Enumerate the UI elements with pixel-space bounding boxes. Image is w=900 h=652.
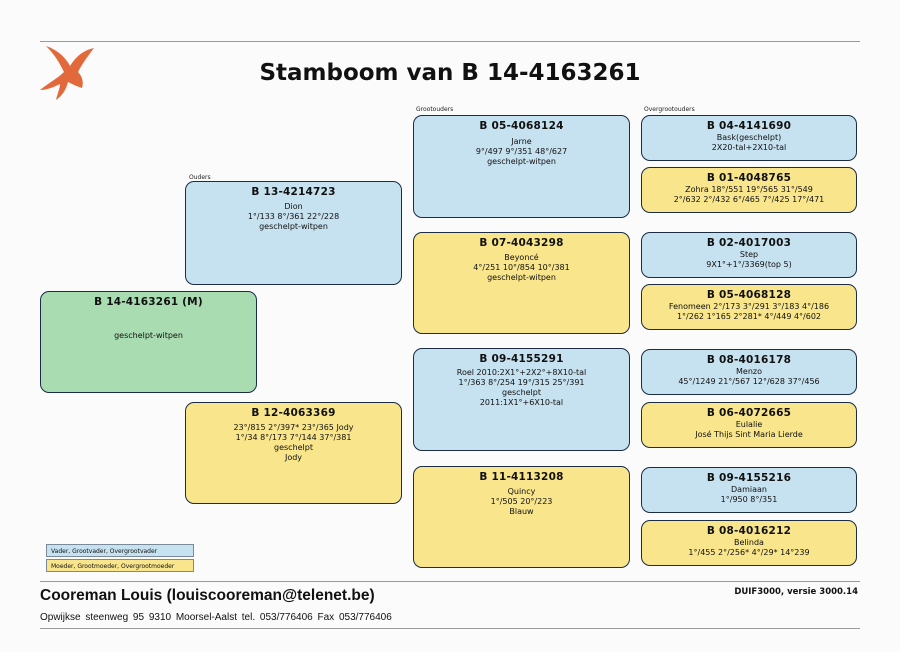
caption-greatgrandparents: Overgrootouders <box>644 106 695 113</box>
grandparent-name: Quincy <box>507 487 536 496</box>
greatgrandparent-line: 9X1°+1°/3369(top 5) <box>706 260 792 269</box>
greatgrandparent-card-1 <box>641 115 857 161</box>
grandparent-card-4 <box>413 466 630 568</box>
header-rule <box>40 41 860 42</box>
subject-ring-number: B 14-4163261 (M) <box>94 296 203 308</box>
bottom-rule <box>40 628 860 629</box>
greatgrandparent-line: Belinda <box>734 538 764 547</box>
grandparent-name: Jarne <box>511 137 532 146</box>
owner-name: Cooreman Louis (louiscooreman@telenet.be) <box>40 587 375 604</box>
grandparent-color-line: geschelpt-witpen <box>487 273 556 282</box>
greatgrandparent-card-4 <box>641 284 857 330</box>
mother-result-line: 23°/815 2°/397* 23°/365 Jody <box>233 423 354 432</box>
greatgrandparent-line: José Thijs Sint Maria Lierde <box>695 430 803 439</box>
grandparent-ring-number: B 05-4068124 <box>479 120 564 132</box>
greatgrandparent-line: Damiaan <box>731 485 767 494</box>
greatgrandparent-line: Eulalie <box>735 420 763 429</box>
grandparent-card-2 <box>413 232 630 334</box>
footer-rule <box>40 581 860 582</box>
grandparent-card-1 <box>413 115 630 218</box>
page-title: Stamboom van B 14-4163261 <box>259 60 641 86</box>
caption-grandparents: Grootouders <box>416 106 454 113</box>
father-result-line: 1°/133 8°/361 22°/228 <box>247 212 340 221</box>
mother-result-line: 1°/34 8°/173 7°/144 37°/381 <box>235 433 352 442</box>
greatgrandparent-ring-number: B 08-4016212 <box>706 525 792 537</box>
father-color-line: geschelpt-witpen <box>259 222 328 231</box>
greatgrandparent-line: Bask(geschelpt) <box>716 133 782 142</box>
greatgrandparent-line: 1°/455 2°/256* 4°/29* 14°239 <box>688 548 810 557</box>
grandparent-result-line: 4°/251 10°/854 10°/381 <box>473 263 570 272</box>
father-name: Dion <box>284 202 303 211</box>
subject-detail-line: geschelpt-witpen <box>114 331 183 340</box>
greatgrandparent-line: 2X20-tal+2X10-tal <box>711 143 787 152</box>
software-version: DUIF3000, versie 3000.14 <box>734 587 858 597</box>
greatgrandparent-line: Zohra 18°/551 19°/565 31°/549 <box>685 185 813 194</box>
greatgrandparent-line: Step <box>739 250 759 259</box>
grandparent-ring-number: B 11-4113208 <box>479 471 564 483</box>
greatgrandparent-line: 2°/632 2°/432 6°/465 7°/425 17°/471 <box>673 195 825 204</box>
greatgrandparent-line: Fenomeen 2°/173 3°/291 3°/183 4°/186 <box>668 302 830 311</box>
grandparent-result-line: 1°/505 20°/223 <box>490 497 553 506</box>
father-ring-number: B 13-4214723 <box>251 186 336 198</box>
grandparent-card-3 <box>413 348 630 451</box>
grandparent-color-line: Blauw <box>509 507 534 516</box>
greatgrandparent-card-7 <box>641 467 857 513</box>
greatgrandparent-line: Menzo <box>736 367 762 376</box>
grandparent-result-line: Roel 2010:2X1°+2X2°+8X10-tal <box>456 368 587 377</box>
subject-card <box>40 291 257 393</box>
grandparent-color-line: geschelpt <box>502 388 541 397</box>
grandparent-color-line: geschelpt-witpen <box>487 157 556 166</box>
greatgrandparent-ring-number: B 09-4155216 <box>706 472 792 484</box>
mother-ring-number: B 12-4063369 <box>251 407 336 419</box>
greatgrandparent-ring-number: B 01-4048765 <box>706 172 792 184</box>
caption-parents: Ouders <box>189 174 211 181</box>
legend-female: Moeder, Grootmoeder, Overgrootmoeder <box>46 559 194 572</box>
mother-card <box>185 402 402 504</box>
grandparent-result-line: 2011:1X1°+6X10-tal <box>479 398 564 407</box>
owner-address: Opwijkse steenweg 95 9310 Moorsel-Aalst tel. 053/776406 Fax 053/776406 <box>40 612 392 623</box>
greatgrandparent-ring-number: B 04-4141690 <box>706 120 792 132</box>
greatgrandparent-card-6 <box>641 402 857 448</box>
grandparent-result-line: 1°/363 8°/254 19°/315 25°/391 <box>458 378 585 387</box>
greatgrandparent-line: 1°/262 1°165 2°281* 4°/449 4°/602 <box>676 312 822 321</box>
grandparent-ring-number: B 07-4043298 <box>479 237 564 249</box>
mother-name: Jody <box>284 453 303 462</box>
grandparent-result-line: 9°/497 9°/351 48°/627 <box>475 147 568 156</box>
greatgrandparent-ring-number: B 06-4072665 <box>706 407 792 419</box>
greatgrandparent-card-5 <box>641 349 857 395</box>
greatgrandparent-line: 1°/950 8°/351 <box>720 495 778 504</box>
greatgrandparent-card-8 <box>641 520 857 566</box>
grandparent-name: Beyoncé <box>504 253 539 262</box>
father-card <box>185 181 402 285</box>
greatgrandparent-ring-number: B 05-4068128 <box>706 289 792 301</box>
mother-color-line: geschelpt <box>274 443 313 452</box>
greatgrandparent-line: 45°/1249 21°/567 12°/628 37°/456 <box>678 377 820 386</box>
legend-male: Vader, Grootvader, Overgrootvader <box>46 544 194 557</box>
greatgrandparent-ring-number: B 02-4017003 <box>706 237 792 249</box>
greatgrandparent-card-3 <box>641 232 857 278</box>
greatgrandparent-ring-number: B 08-4016178 <box>706 354 792 366</box>
greatgrandparent-card-2 <box>641 167 857 213</box>
grandparent-ring-number: B 09-4155291 <box>479 353 564 365</box>
